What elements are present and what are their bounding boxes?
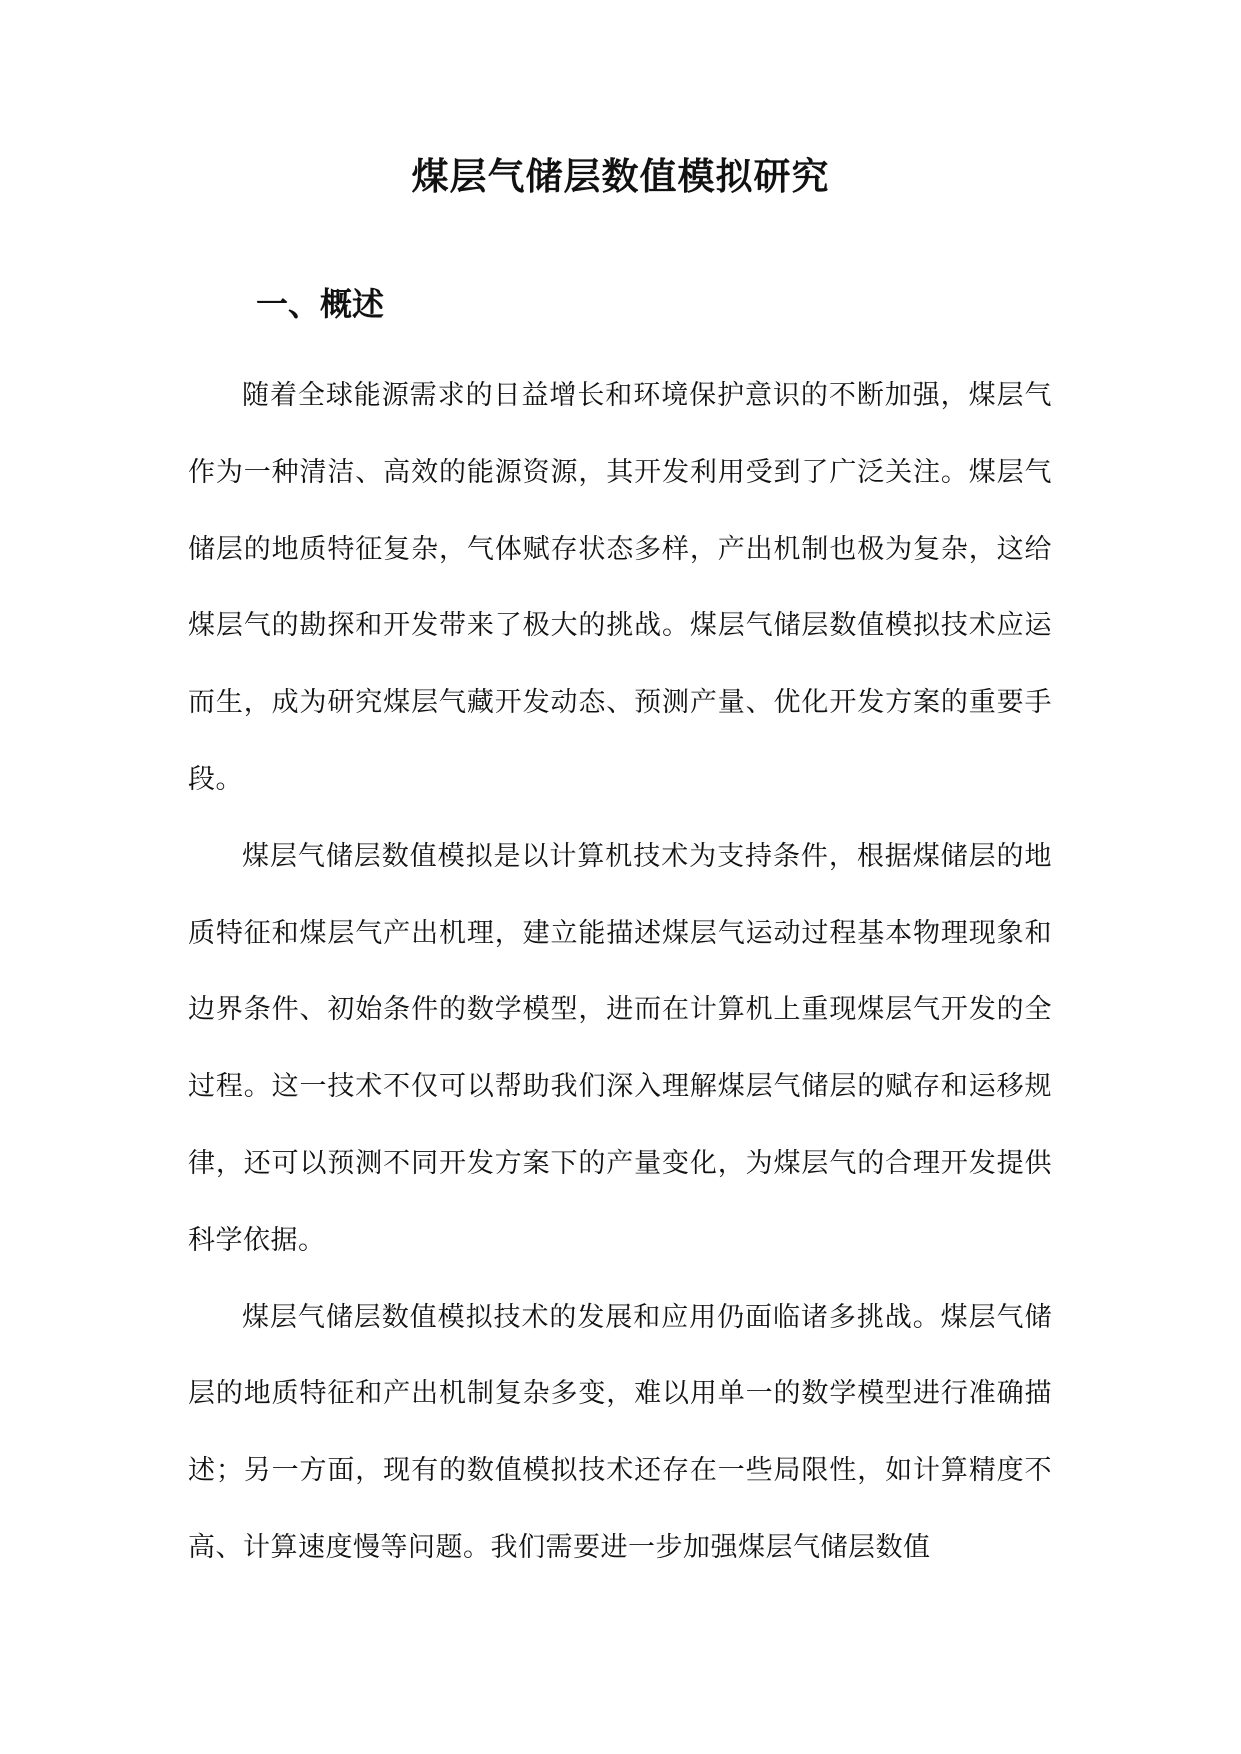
paragraph: 煤层气储层数值模拟技术的发展和应用仍面临诸多挑战。煤层气储层的地质特征和产出机制复杂多变，难以用单一的数学模型进行准确描述；另一方面，现有的数值模拟技术还存在一些局限性，如计算精度不高、计算速度慢等问题。我们需要进一步加强煤层气储层数值 [188, 1301, 1052, 1563]
body-text [188, 358, 1052, 1587]
paragraph: 煤层气储层数值模拟是以计算机技术为支持条件，根据煤储层的地质特征和煤层气产出机理，建立能描述煤层气运动过程基本物理现象和边界条件、初始条件的数学模型，进而在计算机上重现煤层气开发的全过程。这一技术不仅可以帮助我们深入理解煤层气储层的赋存和运移规律，还可以预测不同开发方案下的产量变化，为煤层气的合理开发提供科学依据。 [188, 840, 1052, 1256]
paragraph: 随着全球能源需求的日益增长和环境保护意识的不断加强，煤层气作为一种清洁、高效的能源资源，其开发利用受到了广泛关注。煤层气储层的地质特征复杂，气体赋存状态多样，产出机制也极为复杂，这给煤层气的勘探和开发带来了极大的挑战。煤层气储层数值模拟技术应运而生，成为研究煤层气藏开发动态、预测产量、优化开发方案的重要手段。 [188, 380, 1052, 795]
page-title: 煤层气储层数值模拟研究 [411, 154, 830, 198]
section-heading: 一、概述 [256, 285, 385, 323]
